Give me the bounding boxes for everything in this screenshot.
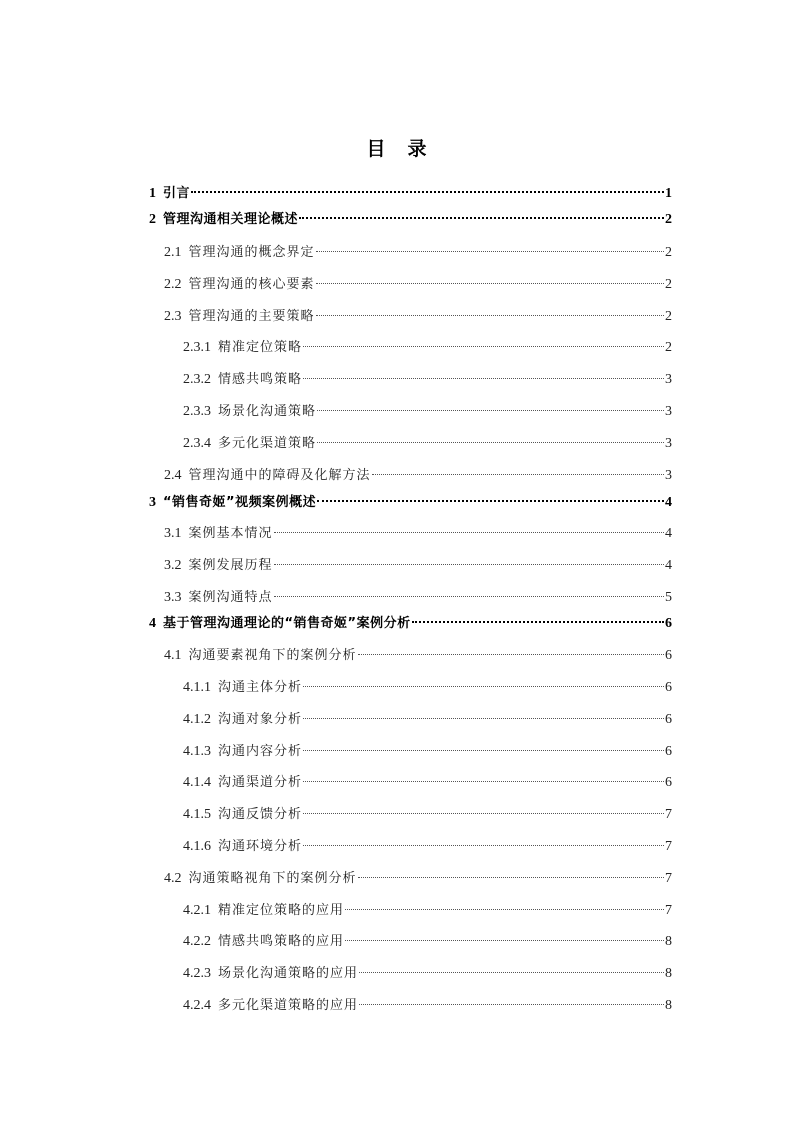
dot-leader (317, 500, 664, 502)
toc-entry-number: 4 (149, 616, 156, 631)
dot-leader (345, 909, 664, 910)
toc-entry-number: 4.2.1 (183, 903, 211, 918)
toc-entry-number: 1 (149, 186, 156, 201)
dot-leader (372, 474, 664, 475)
toc-entry[interactable] (183, 773, 672, 793)
toc-entry-number: 4.2.2 (183, 934, 211, 949)
page-title (0, 134, 793, 161)
toc-entry[interactable] (183, 402, 672, 422)
dot-leader (274, 564, 664, 565)
toc-entry[interactable] (149, 184, 672, 204)
toc-entry-page-number: 2 (665, 277, 672, 292)
toc-entry-number: 2.3 (164, 309, 182, 324)
toc-entry-number: 2.3.3 (183, 404, 211, 419)
dot-leader (299, 217, 664, 219)
toc-entry[interactable] (164, 275, 672, 295)
toc-entry-title[interactable]: 情感共鸣策略 (218, 372, 303, 387)
dot-leader (303, 781, 664, 782)
toc-entry[interactable] (183, 338, 672, 358)
toc-entry-title[interactable]: 案例基本情况 (188, 526, 273, 541)
title-char-2: 录 (407, 138, 427, 160)
toc-entry-page-number: 6 (665, 744, 672, 759)
toc-entry-number: 4.1.4 (183, 775, 211, 790)
dot-leader (358, 654, 664, 655)
dot-leader (359, 972, 664, 973)
toc-entry-title[interactable]: 案例沟通特点 (188, 590, 273, 605)
toc-entry[interactable] (183, 837, 672, 857)
toc-entry-page-number: 5 (665, 590, 672, 605)
dot-leader (303, 378, 664, 379)
toc-entry-title[interactable]: 管理沟通中的障碍及化解方法 (188, 468, 371, 483)
toc-entry[interactable] (183, 678, 672, 698)
toc-entry-number: 2.3.4 (183, 436, 211, 451)
toc-entry-page-number: 6 (665, 648, 672, 663)
dot-leader (303, 845, 664, 846)
dot-leader (359, 1004, 664, 1005)
toc-entry-title[interactable]: 沟通要素视角下的案例分析 (188, 648, 357, 663)
toc-entry-title[interactable]: 沟通策略视角下的案例分析 (188, 871, 357, 886)
toc-entry-page-number: 7 (665, 903, 672, 918)
toc-entry-number: 2.4 (164, 468, 182, 483)
toc-entry-title[interactable]: 基于管理沟通理论的“销售奇姬”案例分析 (163, 616, 411, 631)
toc-entry-page-number: 8 (665, 998, 672, 1013)
toc-entry-page-number: 6 (665, 616, 672, 631)
toc-entry-page-number: 6 (665, 775, 672, 790)
dot-leader (303, 718, 664, 719)
toc-entry[interactable] (164, 869, 672, 889)
toc-entry-page-number: 8 (665, 934, 672, 949)
toc-entry[interactable] (164, 556, 672, 576)
toc-entry-number: 4.1.2 (183, 712, 211, 727)
toc-entry[interactable] (183, 434, 672, 454)
toc-entry-title[interactable]: 引言 (163, 186, 191, 201)
toc-entry-title[interactable]: 管理沟通的主要策略 (188, 309, 315, 324)
toc-entry-title[interactable]: 沟通主体分析 (218, 680, 303, 695)
toc-entry-page-number: 3 (665, 372, 672, 387)
toc-entry-title[interactable]: 管理沟通的概念界定 (188, 245, 315, 260)
toc-entry-page-number: 6 (665, 680, 672, 695)
dot-leader (274, 532, 664, 533)
toc-entry[interactable] (183, 370, 672, 390)
toc-entry[interactable] (164, 524, 672, 544)
toc-entry-page-number: 3 (665, 436, 672, 451)
toc-entry-number: 4.2.3 (183, 966, 211, 981)
dot-leader (274, 596, 664, 597)
toc-entry-number: 3 (149, 495, 156, 510)
toc-entry[interactable] (183, 932, 672, 952)
title-char-1: 目 (366, 138, 386, 160)
toc-entry-page-number: 2 (665, 309, 672, 324)
dot-leader (303, 813, 664, 814)
dot-leader (303, 686, 664, 687)
toc-entry-number: 4.2 (164, 871, 182, 886)
toc-entry[interactable] (149, 493, 672, 513)
toc-entry[interactable] (164, 243, 672, 263)
toc-entry[interactable] (183, 742, 672, 762)
toc-entry[interactable] (183, 964, 672, 984)
toc-entry-page-number: 4 (665, 495, 672, 510)
dot-leader (317, 442, 664, 443)
toc-entry-number: 3.1 (164, 526, 182, 541)
toc-entry-title[interactable]: 管理沟通的核心要素 (188, 277, 315, 292)
dot-leader (303, 750, 664, 751)
toc-entry-title[interactable]: 精准定位策略的应用 (218, 903, 345, 918)
toc-entry-page-number: 1 (665, 186, 672, 201)
toc-entry-page-number: 7 (665, 871, 672, 886)
toc-entry-title[interactable]: 沟通内容分析 (218, 744, 303, 759)
dot-leader (316, 283, 664, 284)
toc-entry-number: 4.1.1 (183, 680, 211, 695)
toc-entry-number: 4.1.3 (183, 744, 211, 759)
toc-entry-number: 4.1 (164, 648, 182, 663)
toc-entry-page-number: 8 (665, 966, 672, 981)
toc-entry-page-number: 2 (665, 212, 672, 227)
toc-entry-number: 2.3.1 (183, 340, 211, 355)
toc-entry-title[interactable]: 沟通环境分析 (218, 839, 303, 854)
toc-entry[interactable] (164, 646, 672, 666)
toc-entry-title[interactable]: 场景化沟通策略的应用 (218, 966, 359, 981)
toc-entry-page-number: 4 (665, 558, 672, 573)
toc-entry[interactable] (149, 614, 672, 634)
toc-entry-page-number: 4 (665, 526, 672, 541)
toc-entry-number: 4.1.6 (183, 839, 211, 854)
dot-leader (345, 940, 664, 941)
toc-entry[interactable] (149, 210, 672, 230)
toc-entry-title[interactable]: 多元化渠道策略的应用 (218, 998, 359, 1013)
toc-entry-title[interactable]: 多元化渠道策略 (218, 436, 317, 451)
toc-entry-page-number: 3 (665, 468, 672, 483)
toc-entry-title[interactable]: 精准定位策略 (218, 340, 303, 355)
toc-entry-number: 2.2 (164, 277, 182, 292)
dot-leader (191, 191, 664, 193)
toc-entry-number: 3.3 (164, 590, 182, 605)
toc-entry-title[interactable]: 场景化沟通策略 (218, 404, 317, 419)
toc-entry[interactable] (164, 588, 672, 608)
toc-entry-title[interactable]: 案例发展历程 (188, 558, 273, 573)
toc-entry-number: 3.2 (164, 558, 182, 573)
toc-entry-title[interactable]: 沟通对象分析 (218, 712, 303, 727)
toc-entry-page-number: 7 (665, 807, 672, 822)
toc-entry-number: 2 (149, 212, 156, 227)
toc-entry[interactable] (164, 307, 672, 327)
toc-entry-page-number: 6 (665, 712, 672, 727)
dot-leader (303, 346, 664, 347)
dot-leader (316, 251, 664, 252)
toc-entry-page-number: 2 (665, 245, 672, 260)
dot-leader (316, 315, 664, 316)
toc-entry[interactable] (164, 466, 672, 486)
toc-entry-title[interactable]: 沟通渠道分析 (218, 775, 303, 790)
dot-leader (358, 877, 664, 878)
toc-entry[interactable] (183, 901, 672, 921)
toc-entry[interactable] (183, 805, 672, 825)
dot-leader (412, 621, 664, 623)
toc-entry-title[interactable]: 沟通反馈分析 (218, 807, 303, 822)
toc-entry-number: 2.1 (164, 245, 182, 260)
toc-entry-title[interactable]: 情感共鸣策略的应用 (218, 934, 345, 949)
toc-entry-number: 4.1.5 (183, 807, 211, 822)
dot-leader (317, 410, 664, 411)
toc-entry[interactable] (183, 710, 672, 730)
toc-entry-title[interactable]: “销售奇姬”视频案例概述 (163, 495, 317, 510)
toc-entry-page-number: 3 (665, 404, 672, 419)
toc-entry-page-number: 2 (665, 340, 672, 355)
toc-entry[interactable] (183, 996, 672, 1016)
toc-entry-page-number: 7 (665, 839, 672, 854)
toc-entry-title[interactable]: 管理沟通相关理论概述 (163, 212, 299, 227)
toc-entry-number: 2.3.2 (183, 372, 211, 387)
toc-entry-number: 4.2.4 (183, 998, 211, 1013)
